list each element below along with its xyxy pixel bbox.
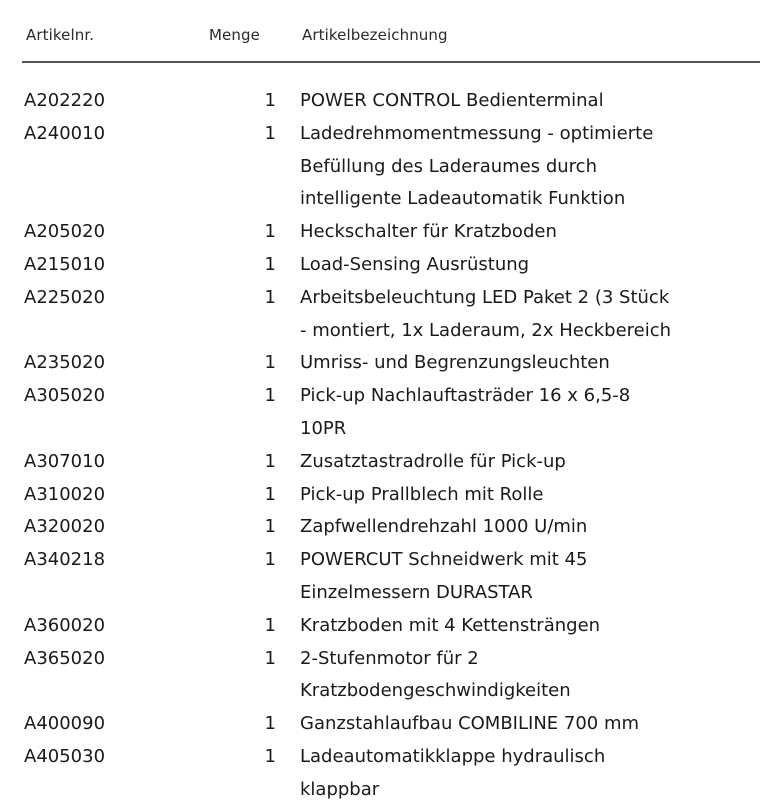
table-row — [0, 446, 760, 479]
table-row — [0, 544, 760, 610]
article-description — [300, 610, 760, 643]
article-description — [300, 479, 760, 512]
article-description — [300, 118, 760, 216]
description-line: 10PR — [300, 417, 347, 439]
article-description — [300, 511, 760, 544]
article-description — [300, 446, 760, 479]
description-line: klappbar — [300, 778, 380, 800]
quantity: 1 — [264, 647, 276, 669]
article-number: A307010 — [24, 450, 106, 472]
quantity: 1 — [264, 253, 276, 275]
article-description — [300, 249, 760, 282]
table-row — [0, 282, 760, 348]
quantity: 1 — [264, 745, 276, 767]
article-description — [300, 708, 760, 741]
quantity: 1 — [264, 385, 276, 407]
article-description — [300, 544, 760, 610]
article-description — [300, 85, 760, 118]
table-row — [0, 479, 760, 512]
article-number: A365020 — [24, 647, 106, 669]
quantity: 1 — [264, 90, 276, 111]
article-description — [300, 216, 760, 249]
table-row — [0, 85, 760, 118]
description-line: POWERCUT Schneidwerk mit 45 — [300, 549, 588, 571]
description-line: Einzelmessern DURASTAR — [300, 581, 533, 603]
article-number: A215010 — [24, 253, 106, 275]
article-description — [300, 380, 760, 446]
article-number: A360020 — [24, 614, 106, 636]
article-number: A310020 — [24, 483, 106, 505]
quantity: 1 — [264, 352, 276, 374]
quantity: 1 — [264, 483, 276, 505]
quantity: 1 — [264, 286, 276, 308]
table-row — [0, 708, 760, 741]
article-description — [300, 643, 760, 709]
table-row — [0, 643, 760, 709]
article-number: A202220 — [24, 90, 106, 111]
quantity: 1 — [264, 450, 276, 472]
article-number: A340218 — [24, 549, 106, 571]
article-number: A205020 — [24, 221, 106, 243]
description-line: Ganzstahlaufbau COMBILINE 700 mm — [300, 713, 640, 735]
description-line: Befüllung des Laderaumes durch — [300, 155, 597, 177]
header-divider — [22, 61, 760, 63]
table-header — [0, 0, 760, 64]
description-line: Ladedrehmomentmessung - optimierte — [300, 122, 654, 144]
header-description: Artikelbezeichnung — [302, 26, 448, 44]
article-number: A400090 — [24, 713, 106, 735]
table-row — [0, 511, 760, 544]
table-row — [0, 347, 760, 380]
description-line: 2-Stufenmotor für 2 — [300, 647, 479, 669]
description-line: Heckschalter für Kratzboden — [300, 221, 557, 243]
description-line: Zapfwellendrehzahl 1000 U/min — [300, 516, 588, 538]
quantity: 1 — [264, 549, 276, 571]
description-line: Umriss- und Begrenzungsleuchten — [300, 352, 610, 374]
table-row — [0, 118, 760, 216]
description-line: Kratzboden mit 4 Kettensträngen — [300, 614, 601, 636]
quantity: 1 — [264, 713, 276, 735]
table-row — [0, 216, 760, 249]
article-description — [300, 741, 760, 807]
header-quantity: Menge — [209, 26, 260, 44]
description-line: Zusatztastradrolle für Pick-up — [300, 450, 566, 472]
quantity: 1 — [264, 516, 276, 538]
article-number: A305020 — [24, 385, 106, 407]
article-description — [300, 282, 760, 348]
article-number: A320020 — [24, 516, 106, 538]
description-line: Pick-up Nachlauftasträder 16 x 6,5-8 — [300, 385, 631, 407]
quantity: 1 — [264, 221, 276, 243]
quantity: 1 — [264, 614, 276, 636]
article-number: A405030 — [24, 745, 106, 767]
table-row — [0, 380, 760, 446]
article-number: A225020 — [24, 286, 106, 308]
table-row — [0, 610, 760, 643]
article-number: A240010 — [24, 122, 106, 144]
description-line: intelligente Ladeautomatik Funktion — [300, 188, 626, 210]
description-line: Arbeitsbeleuchtung LED Paket 2 (3 Stück — [300, 286, 670, 308]
description-line: Ladeautomatikklappe hydraulisch — [300, 745, 606, 767]
description-line: - montiert, 1x Laderaum, 2x Heckbereich — [300, 319, 672, 341]
article-number: A235020 — [24, 352, 106, 374]
description-line: Load-Sensing Ausrüstung — [300, 253, 530, 275]
quantity: 1 — [264, 122, 276, 144]
description-line: POWER CONTROL Bedienterminal — [300, 90, 604, 111]
article-table — [0, 85, 760, 807]
header-article-number: Artikelnr. — [26, 26, 95, 44]
description-line: Kratzbodengeschwindigkeiten — [300, 680, 571, 702]
table-row — [0, 741, 760, 807]
article-description — [300, 347, 760, 380]
table-row — [0, 249, 760, 282]
description-line: Pick-up Prallblech mit Rolle — [300, 483, 544, 505]
